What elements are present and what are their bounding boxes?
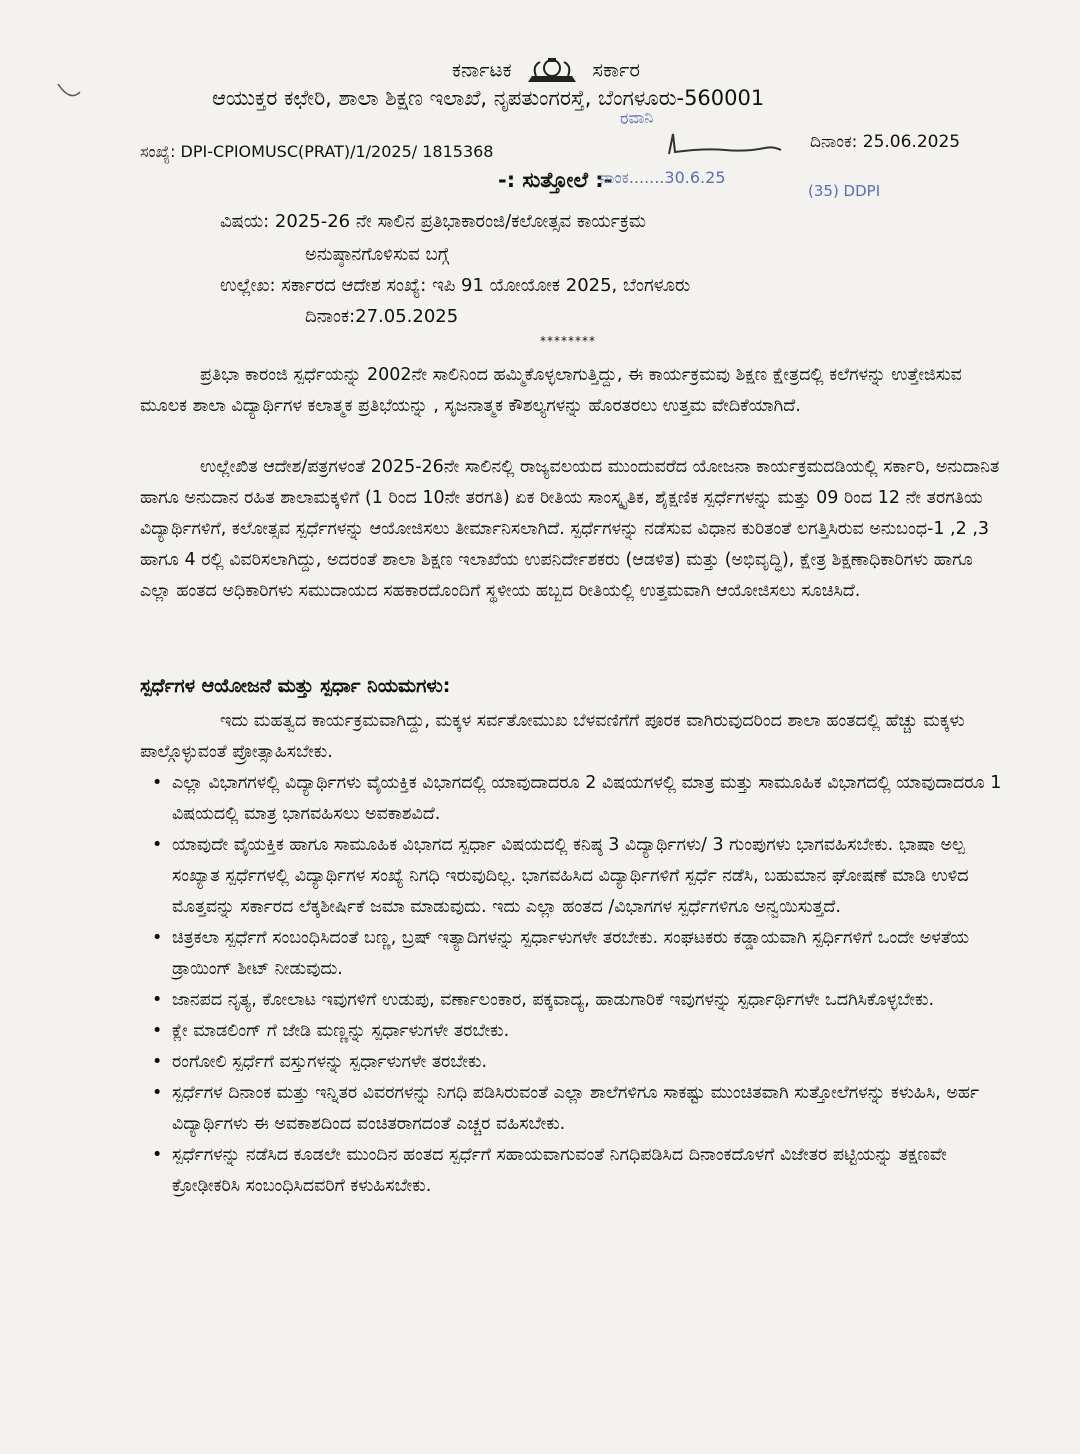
reference-number: ಸಂಖ್ಯೆ: DPI-CPIOMUSC(PRAT)/1/2025/ 1815368 <box>140 142 494 161</box>
section-heading: ಸ್ಪರ್ಧೆಗಳ ಆಯೋಜನೆ ಮತ್ತು ಸ್ಪರ್ಧಾ ನಿಯಮಗಳು: <box>140 675 451 697</box>
paragraph-intro: ಪ್ರತಿಭಾ ಕಾರಂಜಿ ಸ್ಪರ್ಧೆಯನ್ನು 2002ನೇ ಸಾಲಿನಿಂದ ಹಮ್ಮಿಕೊಳ್ಳಲಾಗುತ್ತಿದ್ದು, ಈ ಕಾರ್ಯಕ್ರಮವು ಶಿಕ್ಷಣ ಕ್ಷೇತ್ರದಲ್ಲಿ ಕಲೆಗಳನ್ನು ಉತ್ತೇಜಿಸುವ ಮೂಲಕ ಶಾಲಾ ವಿದ್ಯಾರ್ಥಿಗಳ ಕಲಾತ್ಮಕ ಪ್ರತಿಭೆಯನ್ನು , ಸೃಜನಾತ್ಮಕ ಕೌಶಲ್ಯಗಳನ್ನು ಹೊರತರಲು ಉತ್ತಮ ವೇದಿಕೆಯಾಗಿದೆ. <box>140 365 962 416</box>
received-date: ನಾಂಕ.......30.6.25 <box>600 168 726 187</box>
bullet-icon: • <box>152 1052 163 1072</box>
bullet-icon: • <box>152 835 163 855</box>
list-item <box>148 1047 1010 1078</box>
paragraph-order: ಉಲ್ಲೇಖಿತ ಆದೇಶ/ಪತ್ರಗಳಂತೆ 2025-26ನೇ ಸಾಲಿನಲ್ಲಿ ರಾಜ್ಯವಲಯದ ಮುಂದುವರೆದ ಯೋಜನಾ ಕಾರ್ಯಕ್ರಮದಡಿಯಲ್ಲಿ ಸರ್ಕಾರಿ, ಅನುದಾನಿತ ಹಾಗೂ ಅನುದಾನ ರಹಿತ ಶಾಲಾಮಕ್ಕಳಿಗೆ (1 ರಿಂದ 10ನೇ ತರಗತಿ) ಏಕ ರೀತಿಯ ಸಾಂಸ್ಕೃತಿಕ, ಶೈಕ್ಷಣಿಕ ಸ್ಪರ್ಧೆಗಳನ್ನು ಮತ್ತು 09 ರಿಂದ 12 ನೇ ತರಗತಿಯ ವಿದ್ಯಾರ್ಥಿಗಳಿಗೆ, ಕಲೋತ್ಸವ ಸ್ಪರ್ಧೆಗಳನ್ನು ಆಯೋಜಿಸಲು ತೀರ್ಮಾನಿಸಲಾಗಿದೆ. ಸ್ಪರ್ಧೆಗಳನ್ನು ನಡೆಸುವ ವಿಧಾನ ಕುರಿತಂತೆ ಲಗತ್ತಿಸಿರುವ ಅನುಬಂಧ-1 ,2 ,3 ಹಾಗೂ 4 ರಲ್ಲಿ ವಿವರಿಸಲಾಗಿದ್ದು, ಅದರಂತೆ ಶಾಲಾ ಶಿಕ್ಷಣ ಇಲಾಖೆಯ ಉಪನಿರ್ದೇಶಕರು (ಆಡಳಿತ) ಮತ್ತು (ಅಭಿವೃದ್ಧಿ), ಕ್ಷೇತ್ರ ಶಿಕ್ಷಣಾಧಿಕಾರಿಗಳು ಹಾಗೂ ಎಲ್ಲಾ ಹಂತದ ಅಧಿಕಾರಿಗಳು ಸಮುದಾಯದ ಸಹಕಾರದೊಂದಿಗೆ ಸ್ಥಳೀಯ ಹಬ್ಬದ ರೀತಿಯಲ್ಲಿ ಉತ್ತಮವಾಗಿ ಆಯೋಜಿಸಲು ಸೂಚಿಸಿದೆ. <box>140 457 1000 601</box>
bullet-icon: • <box>152 990 163 1010</box>
pen-mark <box>56 80 82 100</box>
list-item-text: ಸ್ಪರ್ಧೆಗಳನ್ನು ನಡೆಸಿದ ಕೂಡಲೇ ಮುಂದಿನ ಹಂತದ ಸ್ಪರ್ಧೆಗೆ ಸಹಾಯವಾಗುವಂತೆ ನಿಗಧಿಪಡಿಸಿದ ದಿನಾಂಕದೊಳಗೆ ವಿಜೇತರ ಪಟ್ಟಿಯನ್ನು ತಕ್ಷಣವೇ ಕ್ರೋಢೀಕರಿಸಿ ಸಂಬಂಧಿಸಿದವರಿಗೆ ಕಳುಹಿಸಬೇಕು. <box>172 1145 947 1196</box>
list-item-text: ಸ್ಪರ್ಧೆಗಳ ದಿನಾಂಕ ಮತ್ತು ಇನ್ನಿತರ ವಿವರಗಳನ್ನು ನಿಗಧಿ ಪಡಿಸಿರುವಂತೆ ಎಲ್ಲಾ ಶಾಲೆಗಳಿಗೂ ಸಾಕಷ್ಟು ಮುಂಚಿತವಾಗಿ ಸುತ್ತೋಲೆಗಳನ್ನು ಕಳುಹಿಸಿ, ಅರ್ಹ ವಿದ್ಯಾರ್ಥಿಗಳು ಈ ಅವಕಾಶದಿಂದ ವಂಚಿತರಾಗದಂತೆ ಎಚ್ಚರ ವಹಿಸಬೇಕು. <box>172 1083 980 1134</box>
received-code: (35) DDPI <box>808 182 881 200</box>
list-item <box>148 923 1010 985</box>
list-item <box>148 830 1010 923</box>
bullet-icon: • <box>152 928 163 948</box>
list-item-text: ಯಾವುದೇ ವೈಯಕ್ತಿಕ ಹಾಗೂ ಸಾಮೂಹಿಕ ವಿಭಾಗದ ಸ್ಪರ್ಧಾ ವಿಷಯದಲ್ಲಿ ಕನಿಷ್ಠ 3 ವಿದ್ಯಾರ್ಥಿಗಳು/ 3 ಗುಂಪುಗಳು ಭಾಗವಹಿಸಬೇಕು. ಭಾಷಾ ಅಲ್ಪ ಸಂಖ್ಯಾತ ಸ್ಪರ್ಧೆಗಳಲ್ಲಿ ವಿದ್ಯಾರ್ಥಿಗಳ ಸಂಖ್ಯೆ ನಿಗಧಿ ಇರುವುದಿಲ್ಲ. ಭಾಗವಹಿಸಿದ ವಿದ್ಯಾರ್ಥಿಗಳಿಗೆ ಸ್ಪರ್ಧೆ ನಡೆಸಿ, ಬಹುಮಾನ ಘೋಷಣೆ ಮಾಡಿ ಉಳಿದ ಮೊತ್ತವನ್ನು ಸರ್ಕಾರದ ಲೆಕ್ಕಶೀರ್ಷಿಕೆ ಜಮಾ ಮಾಡುವುದು. ಇದು ಎಲ್ಲಾ ಹಂತದ /ವಿಭಾಗಗಳ ಸ್ಪರ್ಧೆಗಳಿಗೂ ಅನ್ವಯಿಸುತ್ತದೆ. <box>172 835 969 917</box>
subject-line-1: ವಿಷಯ: 2025-26 ನೇ ಸಾಲಿನ ಪ್ರತಿಭಾಕಾರಂಜಿ/ಕಲೋತ್ಸವ ಕಾರ್ಯಕ್ರಮ <box>220 211 646 232</box>
bullet-icon: • <box>152 1083 163 1103</box>
state-emblem-icon <box>522 56 582 86</box>
list-item-text: ಜಾನಪದ ನೃತ್ಯ, ಕೋಲಾಟ ಇವುಗಳಿಗೆ ಉಡುಪು, ವರ್ಣಾಲಂಕಾರ, ಪಕ್ಕವಾದ್ಯ, ಹಾಡುಗಾರಿಕೆ ಇವುಗಳನ್ನು ಸ್ಪರ್ಧಾರ್ಥಿಗಳೇ ಒದಗಿಸಿಕೊಳ್ಳಬೇಕು. <box>172 990 935 1010</box>
list-item-text: ಎಲ್ಲಾ ವಿಭಾಗಗಳಲ್ಲಿ ವಿದ್ಯಾರ್ಥಿಗಳು ವೈಯಕ್ತಿಕ ವಿಭಾಗದಲ್ಲಿ ಯಾವುದಾದರೂ 2 ವಿಷಯಗಳಲ್ಲಿ ಮಾತ್ರ ಮತ್ತು ಸಾಮೂಹಿಕ ವಿಭಾಗದಲ್ಲಿ ಯಾವುದಾದರೂ 1 ವಿಷಯದಲ್ಲಿ ಮಾತ್ರ ಭಾಗವಹಿಸಲು ಅವಕಾಶವಿದೆ. <box>172 773 1002 824</box>
list-item <box>148 1078 1010 1140</box>
subject-line-2: ಅನುಷ್ಠಾನಗೊಳಿಸುವ ಬಗ್ಗೆ <box>305 244 450 265</box>
bullet-icon: • <box>152 1021 163 1041</box>
list-item <box>148 985 1010 1016</box>
reference-line-1: ಉಲ್ಲೇಖ: ಸರ್ಕಾರದ ಆದೇಶ ಸಂಖ್ಯೆ: ಇಪಿ 91 ಯೋಯೋಕ 2025, ಬೆಂಗಳೂರು <box>220 275 691 296</box>
received-stamp: ರವಾನಿ <box>619 107 654 128</box>
list-item-text: ರಂಗೋಲಿ ಸ್ಪರ್ಧೆಗೆ ವಸ್ತುಗಳನ್ನು ಸ್ಪರ್ಧಾಳುಗಳೇ ತರಬೇಕು. <box>172 1052 488 1072</box>
list-item-text: ಕ್ಲೇ ಮಾಡಲಿಂಗ್ ಗೆ ಜೇಡಿ ಮಣ್ಣನ್ನು ಸ್ಪರ್ಧಾಳುಗಳೇ ತರಬೇಕು. <box>172 1021 510 1041</box>
list-item-text: ಚಿತ್ರಕಲಾ ಸ್ಪರ್ಧೆಗೆ ಸಂಬಂಧಿಸಿದಂತೆ ಬಣ್ಣ, ಬ್ರಷ್ ಇತ್ಯಾದಿಗಳನ್ನು ಸ್ಪರ್ಧಾಳುಗಳೇ ತರಬೇಕು. ಸಂಘಟಕರು ಕಡ್ಡಾಯವಾಗಿ ಸ್ಪರ್ಧಿಗಳಿಗೆ ಒಂದೇ ಅಳತೆಯ ಡ್ರಾಯಿಂಗ್ ಶೀಟ್ ನೀಡುವುದು. <box>172 928 970 979</box>
rules-list <box>148 768 1010 1202</box>
list-item <box>148 768 1010 830</box>
heading-karnataka: ಕರ್ನಾಟಕ <box>452 57 512 82</box>
reference-line-2: ದಿನಾಂಕ:27.05.2025 <box>305 306 459 327</box>
separator: ******** <box>540 334 596 348</box>
paragraph-importance: ಇದು ಮಹತ್ವದ ಕಾರ್ಯಕ್ರಮವಾಗಿದ್ದು, ಮಕ್ಕಳ ಸರ್ವತೋಮುಖ ಬೆಳವಣಿಗೆಗೆ ಪೂರಕ ವಾಗಿರುವುದರಿಂದ ಶಾಲಾ ಹಂತದಲ್ಲಿ ಹೆಚ್ಚು ಮಕ್ಕಳು ಪಾಲ್ಗೊಳ್ಳುವಂತೆ ಪ್ರೋತ್ಸಾಹಿಸಬೇಕು. <box>140 711 965 762</box>
government-heading <box>452 56 640 86</box>
list-item <box>148 1140 1010 1202</box>
list-item <box>148 1016 1010 1047</box>
heading-sarkara: ಸರ್ಕಾರ <box>592 57 640 82</box>
bullet-icon: • <box>152 773 163 793</box>
signature-mark <box>665 128 785 158</box>
circular-title: -: ಸುತ್ತೋಲೆ :- <box>498 168 613 192</box>
document-date: ದಿನಾಂಕ: 25.06.2025 <box>810 132 961 152</box>
bullet-icon: • <box>152 1145 163 1165</box>
office-address: ಆಯುಕ್ತರ ಕಛೇರಿ, ಶಾಲಾ ಶಿಕ್ಷಣ ಇಲಾಖೆ, ನೃಪತುಂಗರಸ್ತೆ, ಬೆಂಗಳೂರು-560001 <box>212 86 765 110</box>
